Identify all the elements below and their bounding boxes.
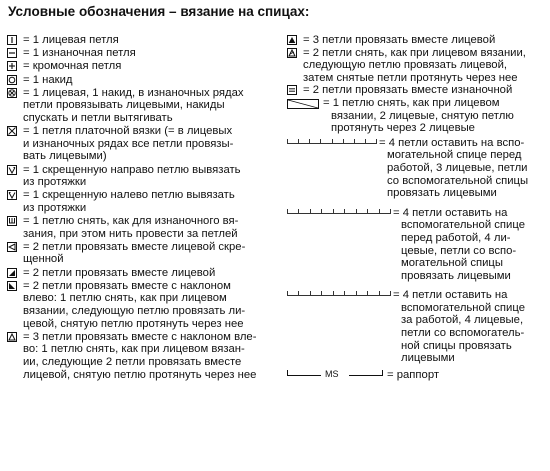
legend-text-line: провязать лицевыми [387,187,497,200]
legend-text-line: = 1 лицевая петля [23,34,119,46]
left-legend-entry [7,189,269,214]
left-legend-entry [7,331,269,381]
circled-x-icon [7,88,17,98]
ruler-tick [287,291,288,296]
legend-text-line: влево: 1 петлю снять, как при лицевом [23,292,227,305]
v-right-icon [7,165,17,175]
ruler-tick [379,291,380,296]
legend-text-line: спускать и петли вытягивать [23,111,173,124]
legend-text-line: могательной спице перед [387,149,522,162]
legend-text-line: перед работой, 4 ли- [401,231,511,244]
left-legend-entry [7,34,269,47]
cable-legend-entry [287,137,549,200]
legend-text-line: петли со вспомогатель- [401,327,525,340]
filled-triangle-icon [287,35,297,45]
legend-text-line: ии, следующие 2 петли провязать вместе [23,355,242,368]
cable-cross-icon [287,137,377,144]
v-left-icon [7,190,17,200]
legend-text-line: вязании, следующую петлю провязать ли- [23,305,246,317]
left-legend-entry [7,280,269,330]
left-legend-entry [7,60,269,73]
ruler-tick [298,291,299,296]
ruler-tick [333,291,334,296]
ruler-tick [320,139,321,144]
legend-text-line: = раппорт [387,368,440,381]
legend-text-line: затем снятые петли протянуть через нее [303,71,518,84]
plus-icon [7,61,17,71]
ruler-tick [356,291,357,296]
legend-text-line: ной спицы провязать [401,339,512,352]
x-box-icon [7,126,17,136]
triangle-left-icon [7,242,17,252]
legend-text-line: протянуть через 2 лицевые [331,122,475,135]
legend-text-line: во: 1 петлю снять, как при лицевом вязан- [23,343,245,356]
legend-text-line: = 4 петли оставить на вспо- [379,136,525,149]
ruler-tick [298,139,299,144]
triangle-slashed-icon [287,48,297,58]
legend-text-line: = 4 петли оставить на [393,206,508,219]
ruler-tick [333,209,334,214]
ruler-tick [310,291,311,296]
legend-text-line: цевые, петли со вспо- [401,244,517,257]
ruler-tick [367,209,368,214]
legend-text-line: цевой, снятую петлю протянуть через нее [23,317,244,330]
legend-text-line: лицевой, снятую петлю протянуть через нее [23,368,257,381]
ruler-tick [344,291,345,296]
ruler-tick [390,209,391,214]
legend-text-line: = 1 петля платочной вязки (= в лицевых [23,125,233,138]
left-legend-entry [7,241,269,266]
legend-text-line: = 3 петли провязать вместе лицевой [303,34,496,46]
legend-text-line: со вспомогательной спицы [387,174,529,187]
right-legend-entry [287,47,549,85]
legend-text-line: = 2 петли провязать вместе с наклоном [23,279,231,292]
cable-cross-icon [287,207,391,214]
legend-text-line: = 4 петли оставить на [393,289,508,302]
vertical-bar-icon [7,35,17,45]
legend-text-line: = 1 скрещенную налево петлю вывязать [23,189,235,202]
circle-icon [7,75,17,85]
legend-text-line: могательной спицы [401,257,504,270]
left-legend-entry [7,47,269,60]
legend-text-line: зания, при этом нить провести за петлей [23,227,238,240]
legend-text-line: = 1 лицевая, 1 накид, в изнаночных рядах [23,86,244,99]
left-legend-entry [7,164,269,189]
ruler-tick [332,139,333,144]
legend-left-column [7,34,269,382]
legend-text-line: следующую петлю провязать лицевой, [303,59,508,72]
legend-text-line: = 1 петлю снять, как при лицевом [323,96,500,109]
ruler-tick [321,209,322,214]
cross-stitch-icon [287,99,319,109]
rapport-legend-entry [287,369,549,383]
ruler-tick [367,291,368,296]
ruler-tick [321,291,322,296]
legend-text-line: из протяжки [23,201,87,214]
legend-text-line: = 1 петлю снять, как для изнаночного вя- [23,215,239,228]
cable-legend-entry [287,289,549,365]
legend-text-line: вать лицевыми) [23,150,107,163]
slash-left-icon [7,281,17,291]
double-bar-icon [287,85,297,95]
ruler-tick [310,209,311,214]
slash-right-icon [7,268,17,278]
legend-text-line: лицевыми [401,352,455,365]
rapport-bracket-icon [287,369,383,379]
legend-text-line: = 2 петли снять, как при лицевом вязании, [303,46,526,59]
legend-text-line: = 1 накид [23,73,73,86]
legend-right-column [287,34,549,383]
cable-legend-entry [287,207,549,283]
legend-text-line: провязать лицевыми [401,269,511,282]
legend-text-line: вспомогательной спице [401,219,525,232]
ruler-tick [287,139,288,144]
ruler-tick [365,139,366,144]
left-legend-entry [7,215,269,240]
legend-text-line: = 1 скрещенную направо петлю вывязать [23,163,241,176]
right-legend-entry [287,34,549,47]
legend-text-line: вязании, 2 лицевые, снятую петлю [331,109,514,122]
legend-text-line: вспомогательной спице [401,301,525,314]
left-legend-entry [7,267,269,280]
horizontal-bar-icon [7,48,17,58]
legend-text-line: = 1 изнаночная петля [23,47,136,60]
slip-icon [7,216,17,226]
legend-text-line: = кромочная петля [23,60,122,73]
right-legend-entry [287,84,549,97]
left-legend-entry [7,74,269,87]
legend-text-line: щенной [23,253,64,266]
triangle-up-icon [7,332,17,342]
ruler-tick [356,209,357,214]
legend-text-line: из протяжки [23,176,87,189]
ruler-tick [309,139,310,144]
legend-text-line: работой, 3 лицевые, петли [387,161,528,174]
legend-text-line: = 2 петли провязать вместе изнаночной [303,84,513,97]
ruler-tick [298,209,299,214]
legend-text-line: и изнаночных рядах все петли провязы- [23,137,234,150]
rapport-label: MS [325,368,339,379]
legend-text-line: = 2 петли провязать вместе лицевой скре- [23,240,246,253]
ruler-tick [344,209,345,214]
cable-cross-icon [287,289,391,296]
legend-text-line: = 2 петли провязать вместе лицевой [23,266,216,279]
ruler-tick [287,209,288,214]
legend-text-line: петли провязывать лицевыми, накиды [23,99,225,112]
ruler-tick [343,139,344,144]
ruler-tick [379,209,380,214]
cross-legend-entry [287,97,549,135]
ruler-tick [376,139,377,144]
page-title: Условные обозначения – вязание на спицах: [8,4,310,19]
left-legend-entry [7,87,269,125]
left-legend-entry [7,125,269,163]
ruler-tick [390,291,391,296]
legend-text-line: = 3 петли провязать вместе с наклоном вле- [23,330,257,343]
legend-text-line: за работой, 4 лицевые, [401,314,524,327]
ruler-tick [354,139,355,144]
